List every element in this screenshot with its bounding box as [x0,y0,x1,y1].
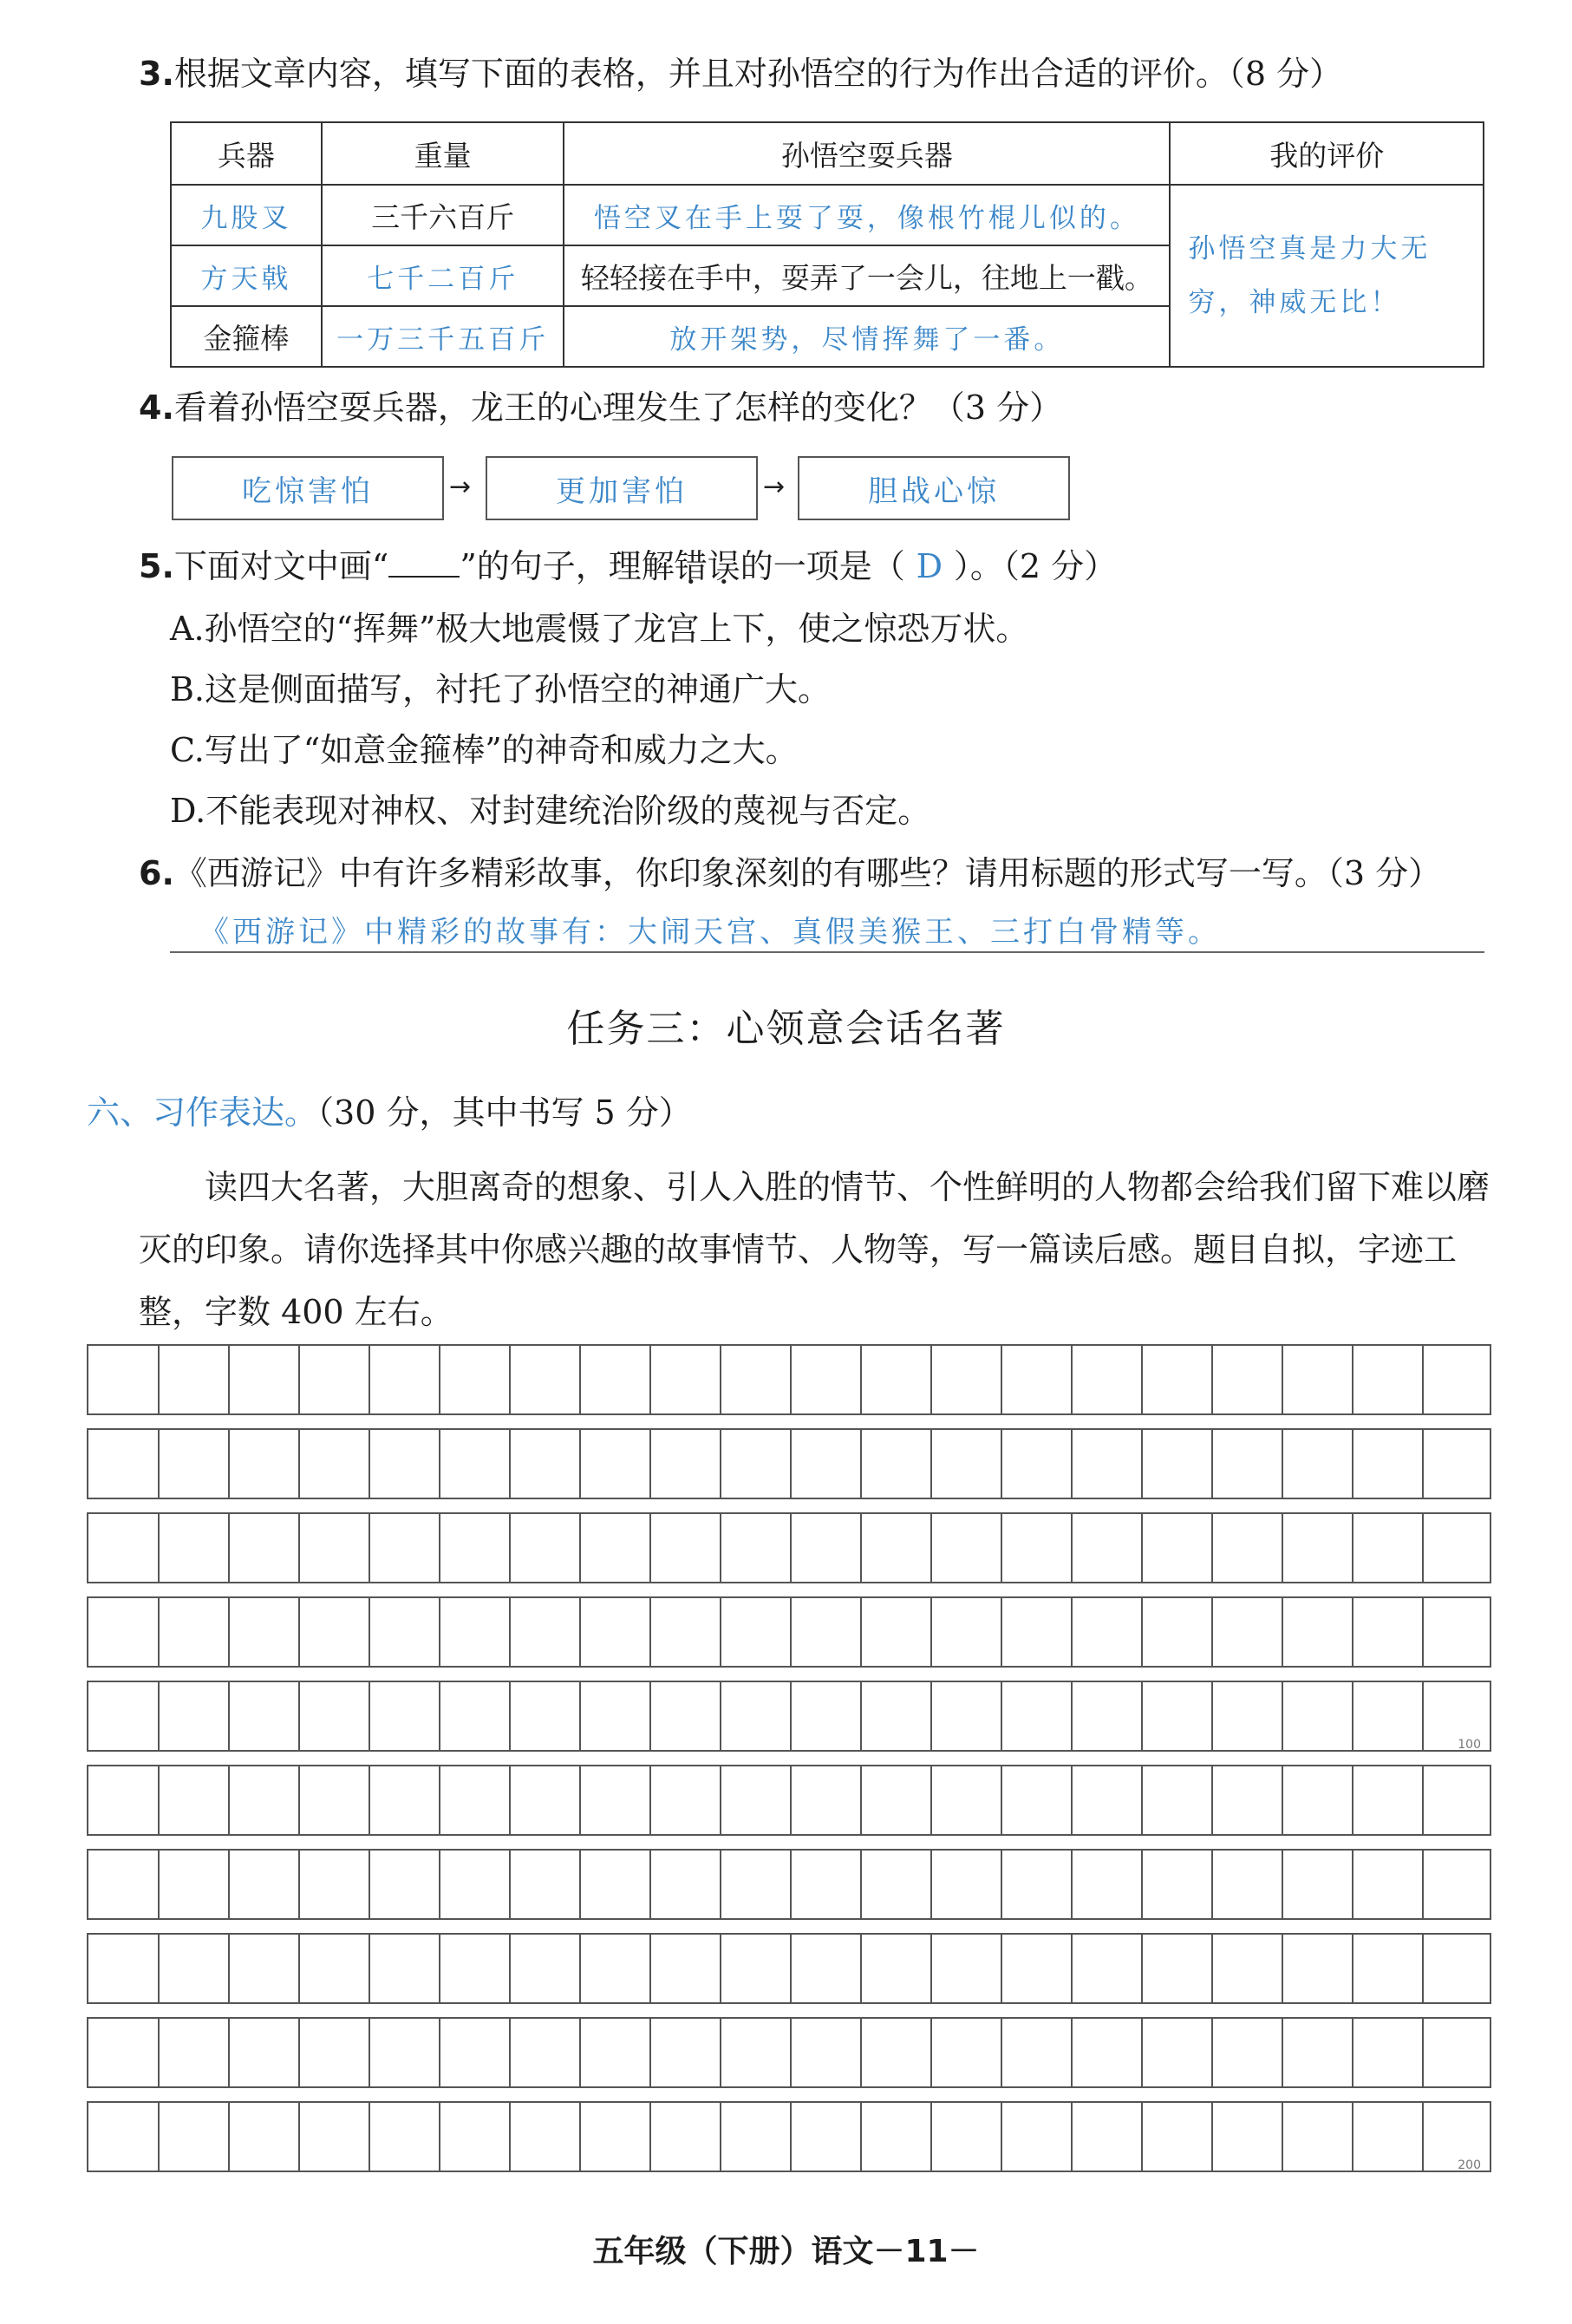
header-weight: 重量 [322,122,564,185]
grid-cell-divider [369,1682,370,1750]
grid-row [87,2017,1491,2088]
grid-cell-divider [1071,1514,1073,1582]
grid-cell-divider [369,1851,370,1918]
arrow-icon: → [449,472,472,502]
word-count-mark: 200 [1458,2158,1481,2172]
grid-cell-divider [158,1682,160,1750]
grid-cell-divider [720,1346,721,1413]
grid-cell-divider [1422,1430,1424,1498]
emotion-step-1: 吃惊害怕 [172,456,444,520]
action-cell: 轻轻接在手中，耍弄了一会儿，往地上一戳。 [564,245,1170,306]
grid-cell-divider [930,1682,932,1750]
grid-cell-divider [509,1851,511,1918]
grid-cell-divider [790,1346,792,1413]
grid-cell-divider [1422,1682,1424,1750]
grid-cell-divider [439,2103,440,2171]
task-title: 任务三：心领意会话名著 [566,1007,1006,1051]
question-number: 3. [139,55,174,93]
grid-cell-divider [1141,1766,1143,1834]
grid-cell-divider [720,1430,721,1498]
grid-cell-divider [1282,1766,1283,1834]
grid-cell-divider [298,1598,300,1666]
grid-cell-divider [790,1430,792,1498]
grid-cell-divider [1001,1514,1002,1582]
option-d: D.不能表现对神权、对封建统治阶级的蔑视与否定。 [170,792,931,830]
question-text: 的一项是（ [740,547,905,585]
grid-cell-divider [369,1598,370,1666]
grid-cell-divider [579,2019,581,2086]
weight-cell: 七千二百斤 [322,245,564,306]
grid-cell-divider [1141,1935,1143,2002]
grid-cell-divider [860,2019,862,2086]
grid-cell-divider [1352,1514,1353,1582]
question-3 [139,52,1342,95]
grid-cell-divider [1001,2019,1002,2086]
grid-cell-divider [860,1430,862,1498]
question-text: 看着孙悟空耍兵器，龙王的心理发生了怎样的变化？（3 分） [173,388,1063,427]
grid-cell-divider [1001,1346,1002,1413]
grid-cell-divider [1141,1598,1143,1666]
weapons-table [170,121,1484,368]
arrow-icon: → [763,472,786,502]
grid-cell-divider [439,1598,440,1666]
grid-cell-divider [1282,1346,1283,1413]
grid-cell-divider [790,1514,792,1582]
grid-cell-divider [930,1598,932,1666]
grid-cell-divider [579,1598,581,1666]
grid-cell-divider [439,2019,440,2086]
grid-cell-divider [579,2103,581,2171]
grid-cell-divider [649,1766,651,1834]
grid-cell-divider [509,1682,511,1750]
grid-cell-divider [579,1514,581,1582]
grid-cell-divider [1352,1598,1353,1666]
grid-cell-divider [369,1514,370,1582]
grid-cell-divider [930,1430,932,1498]
grid-cell-divider [1352,1346,1353,1413]
grid-cell-divider [439,1935,440,2002]
grid-cell-divider [298,1766,300,1834]
weapon-cell: 九股叉 [171,185,322,245]
page-footer: 五年级（下册）语文－11－ [592,2234,980,2269]
grid-cell-divider [509,1514,511,1582]
question-text: 根据文章内容，填写下面的表格，并且对孙悟空的行为作出合适的评价。（8 分） [173,55,1343,93]
grid-cell-divider [720,1851,721,1918]
grid-cell-divider [1211,1851,1213,1918]
question-number: 5. [139,547,174,585]
grid-cell-divider [1282,1514,1283,1582]
grid-cell-divider [228,1598,230,1666]
grid-cell-divider [298,1851,300,1918]
grid-cell-divider [298,1935,300,2002]
grid-cell-divider [1071,2103,1073,2171]
grid-cell-divider [1141,2103,1143,2171]
grid-cell-divider [439,1766,440,1834]
section-heading: 六、习作表达。 [87,1093,318,1132]
grid-cell-divider [298,2103,300,2171]
grid-cell-divider [298,2019,300,2086]
grid-cell-divider [158,1514,160,1582]
grid-cell-divider [158,1346,160,1413]
grid-cell-divider [369,1766,370,1834]
grid-cell-divider [158,1851,160,1918]
grid-cell-divider [579,1430,581,1498]
grid-cell-divider [1211,1935,1213,2002]
grid-cell-divider [649,1430,651,1498]
question-number: 4. [139,388,174,427]
grid-cell-divider [1352,1935,1353,2002]
grid-cell-divider [158,2103,160,2171]
header-action: 孙悟空耍兵器 [564,122,1170,185]
grid-row [87,1681,1491,1752]
grid-cell-divider [720,1935,721,2002]
action-cell: 放开架势，尽情挥舞了一番。 [564,306,1170,367]
grid-cell-divider [579,1766,581,1834]
table-row [171,185,1484,245]
grid-cell-divider [439,1430,440,1498]
word-count-mark: 100 [1458,1738,1481,1752]
grid-cell-divider [930,1514,932,1582]
grid-cell-divider [860,1514,862,1582]
grid-cell-divider [1352,1851,1353,1918]
grid-cell-divider [228,1346,230,1413]
grid-row [87,1849,1491,1920]
underline-blank [388,546,460,578]
grid-cell-divider [1282,1935,1283,2002]
grid-cell-divider [649,1682,651,1750]
section-score: （30 分，其中书写 5 分） [317,1093,692,1132]
grid-cell-divider [1001,2103,1002,2171]
grid-cell-divider [228,1514,230,1582]
grid-cell-divider [1422,1514,1424,1582]
grid-cell-divider [1352,1430,1353,1498]
grid-cell-divider [158,1430,160,1498]
evaluation-cell: 孙悟空真是力大无穷，神威无比！ [1170,185,1484,367]
grid-cell-divider [649,2103,651,2171]
grid-cell-divider [509,1766,511,1834]
grid-cell-divider [439,1851,440,1918]
emotion-step-2: 更加害怕 [486,456,758,520]
grid-cell-divider [1282,2019,1283,2086]
weight-cell: 三千六百斤 [322,185,564,245]
grid-cell-divider [439,1514,440,1582]
grid-cell-divider [1001,1682,1002,1750]
grid-cell-divider [158,1766,160,1834]
option-b: B.这是侧面描写，衬托了孙悟空的神通广大。 [170,670,832,708]
grid-cell-divider [720,1514,721,1582]
grid-cell-divider [1141,1346,1143,1413]
grid-cell-divider [720,2103,721,2171]
answer-choice: D [916,547,943,585]
grid-cell-divider [1422,1766,1424,1834]
grid-cell-divider [158,2019,160,2086]
grid-cell-divider [1001,1851,1002,1918]
grid-cell-divider [649,1935,651,2002]
grid-cell-divider [649,1346,651,1413]
grid-cell-divider [720,2019,721,2086]
grid-cell-divider [369,2103,370,2171]
grid-cell-divider [1071,1935,1073,2002]
writing-prompt: 读四大名著，大胆离奇的想象、引人入胜的情节、个性鲜明的人物都会给我们留下难以磨灭的印象。请你选择其中你感兴趣的故事情节、人物等，写一篇读后感。题目自拟，字迹工整，字数 400 左右。 [139,1168,1490,1331]
grid-cell-divider [1422,1346,1424,1413]
grid-cell-divider [790,1935,792,2002]
grid-row [87,1765,1491,1836]
grid-cell-divider [1141,1851,1143,1918]
grid-cell-divider [298,1514,300,1582]
emphasis-char: 错 [674,547,708,585]
grid-row [87,1933,1491,2004]
grid-cell-divider [930,1851,932,1918]
grid-cell-divider [930,1766,932,1834]
grid-cell-divider [1211,1430,1213,1498]
grid-cell-divider [1282,1851,1283,1918]
grid-row [87,1428,1491,1499]
grid-cell-divider [1141,1430,1143,1498]
grid-cell-divider [1001,1598,1002,1666]
grid-cell-divider [509,1935,511,2002]
grid-cell-divider [369,2019,370,2086]
grid-cell-divider [649,1514,651,1582]
grid-cell-divider [1071,1346,1073,1413]
grid-cell-divider [369,1430,370,1498]
grid-cell-divider [860,1851,862,1918]
grid-cell-divider [649,1851,651,1918]
question-text: 《西游记》中有许多精彩故事，你印象深刻的有哪些？请用标题的形式写一写。（3 分） [173,854,1442,892]
grid-cell-divider [369,1346,370,1413]
grid-cell-divider [509,2103,511,2171]
grid-row [87,1596,1491,1668]
grid-cell-divider [579,1851,581,1918]
grid-cell-divider [790,1598,792,1666]
grid-cell-divider [720,1598,721,1666]
question-6 [139,852,1441,895]
grid-cell-divider [1282,1430,1283,1498]
grid-cell-divider [1071,1766,1073,1834]
grid-cell-divider [930,1935,932,2002]
option-a: A.孙悟空的“挥舞”极大地震慑了龙宫上下，使之惊恐万状。 [170,610,1029,648]
question-number: 6. [139,854,174,892]
grid-cell-divider [298,1430,300,1498]
grid-cell-divider [579,1346,581,1413]
grid-cell-divider [860,1935,862,2002]
grid-cell-divider [1001,1766,1002,1834]
question-4 [139,386,1062,429]
weight-cell: 一万三千五百斤 [322,306,564,367]
question-5 [139,545,1117,588]
grid-cell-divider [1422,1935,1424,2002]
grid-cell-divider [1141,2019,1143,2086]
weapon-cell: 金箍棒 [171,306,322,367]
grid-cell-divider [298,1346,300,1413]
grid-cell-divider [228,1430,230,1498]
grid-cell-divider [369,1935,370,2002]
emphasis-char: 误 [707,547,740,585]
grid-cell-divider [1141,1514,1143,1582]
grid-cell-divider [228,1935,230,2002]
table-header-row [171,122,1484,185]
grid-cell-divider [649,2019,651,2086]
section-6-title [87,1091,692,1134]
grid-cell-divider [439,1346,440,1413]
question-text: ）。（2 分） [953,547,1118,585]
grid-cell-divider [1352,1682,1353,1750]
answer-line [170,951,1484,953]
grid-cell-divider [1211,1346,1213,1413]
grid-cell-divider [1071,1682,1073,1750]
grid-row [87,1344,1491,1415]
grid-cell-divider [1352,2103,1353,2171]
action-cell: 悟空叉在手上耍了耍，像根竹棍儿似的。 [564,185,1170,245]
grid-cell-divider [860,1766,862,1834]
grid-cell-divider [720,1766,721,1834]
grid-cell-divider [1071,2019,1073,2086]
grid-cell-divider [1282,1598,1283,1666]
question-text: 下面对文中画“ [173,547,389,585]
grid-cell-divider [509,1598,511,1666]
grid-cell-divider [509,2019,511,2086]
grid-cell-divider [579,1935,581,2002]
grid-cell-divider [930,2019,932,2086]
grid-row [87,2101,1491,2172]
grid-cell-divider [158,1935,160,2002]
grid-cell-divider [1001,1935,1002,2002]
grid-cell-divider [1352,2019,1353,2086]
grid-cell-divider [790,1682,792,1750]
header-weapon: 兵器 [171,122,322,185]
grid-cell-divider [720,1682,721,1750]
grid-cell-divider [1211,1514,1213,1582]
grid-cell-divider [228,2103,230,2171]
grid-cell-divider [860,2103,862,2171]
grid-cell-divider [158,1598,160,1666]
grid-cell-divider [790,1766,792,1834]
emotion-step-3: 胆战心惊 [798,456,1070,520]
grid-cell-divider [1071,1430,1073,1498]
grid-cell-divider [1211,2103,1213,2171]
grid-cell-divider [228,1851,230,1918]
grid-cell-divider [1282,1682,1283,1750]
grid-cell-divider [1282,2103,1283,2171]
grid-cell-divider [1211,1682,1213,1750]
question-text: ”的句子，理解 [460,547,675,585]
grid-cell-divider [228,1766,230,1834]
grid-cell-divider [1211,1598,1213,1666]
question-6-answer: 《西游记》中精彩的故事有：大闹天宫、真假美猴王、三打白骨精等。 [199,915,1221,950]
grid-row [87,1512,1491,1583]
grid-cell-divider [860,1682,862,1750]
grid-cell-divider [790,2103,792,2171]
grid-cell-divider [579,1682,581,1750]
grid-cell-divider [649,1598,651,1666]
grid-cell-divider [790,2019,792,2086]
grid-cell-divider [1071,1851,1073,1918]
grid-cell-divider [509,1430,511,1498]
grid-cell-divider [930,2103,932,2171]
grid-cell-divider [1211,1766,1213,1834]
grid-cell-divider [1422,1851,1424,1918]
grid-cell-divider [509,1346,511,1413]
grid-cell-divider [439,1682,440,1750]
grid-cell-divider [1422,2019,1424,2086]
grid-cell-divider [1352,1766,1353,1834]
grid-cell-divider [860,1598,862,1666]
grid-cell-divider [1141,1682,1143,1750]
grid-cell-divider [228,2019,230,2086]
grid-cell-divider [1071,1598,1073,1666]
grid-cell-divider [860,1346,862,1413]
grid-cell-divider [1422,1598,1424,1666]
grid-cell-divider [790,1851,792,1918]
grid-cell-divider [298,1682,300,1750]
header-evaluation: 我的评价 [1170,122,1484,185]
grid-cell-divider [1001,1430,1002,1498]
option-c: C.写出了“如意金箍棒”的神奇和威力之大。 [170,731,799,769]
grid-cell-divider [1211,2019,1213,2086]
grid-cell-divider [1422,2103,1424,2171]
grid-cell-divider [228,1682,230,1750]
grid-cell-divider [930,1346,932,1413]
weapon-cell: 方天戟 [171,245,322,306]
